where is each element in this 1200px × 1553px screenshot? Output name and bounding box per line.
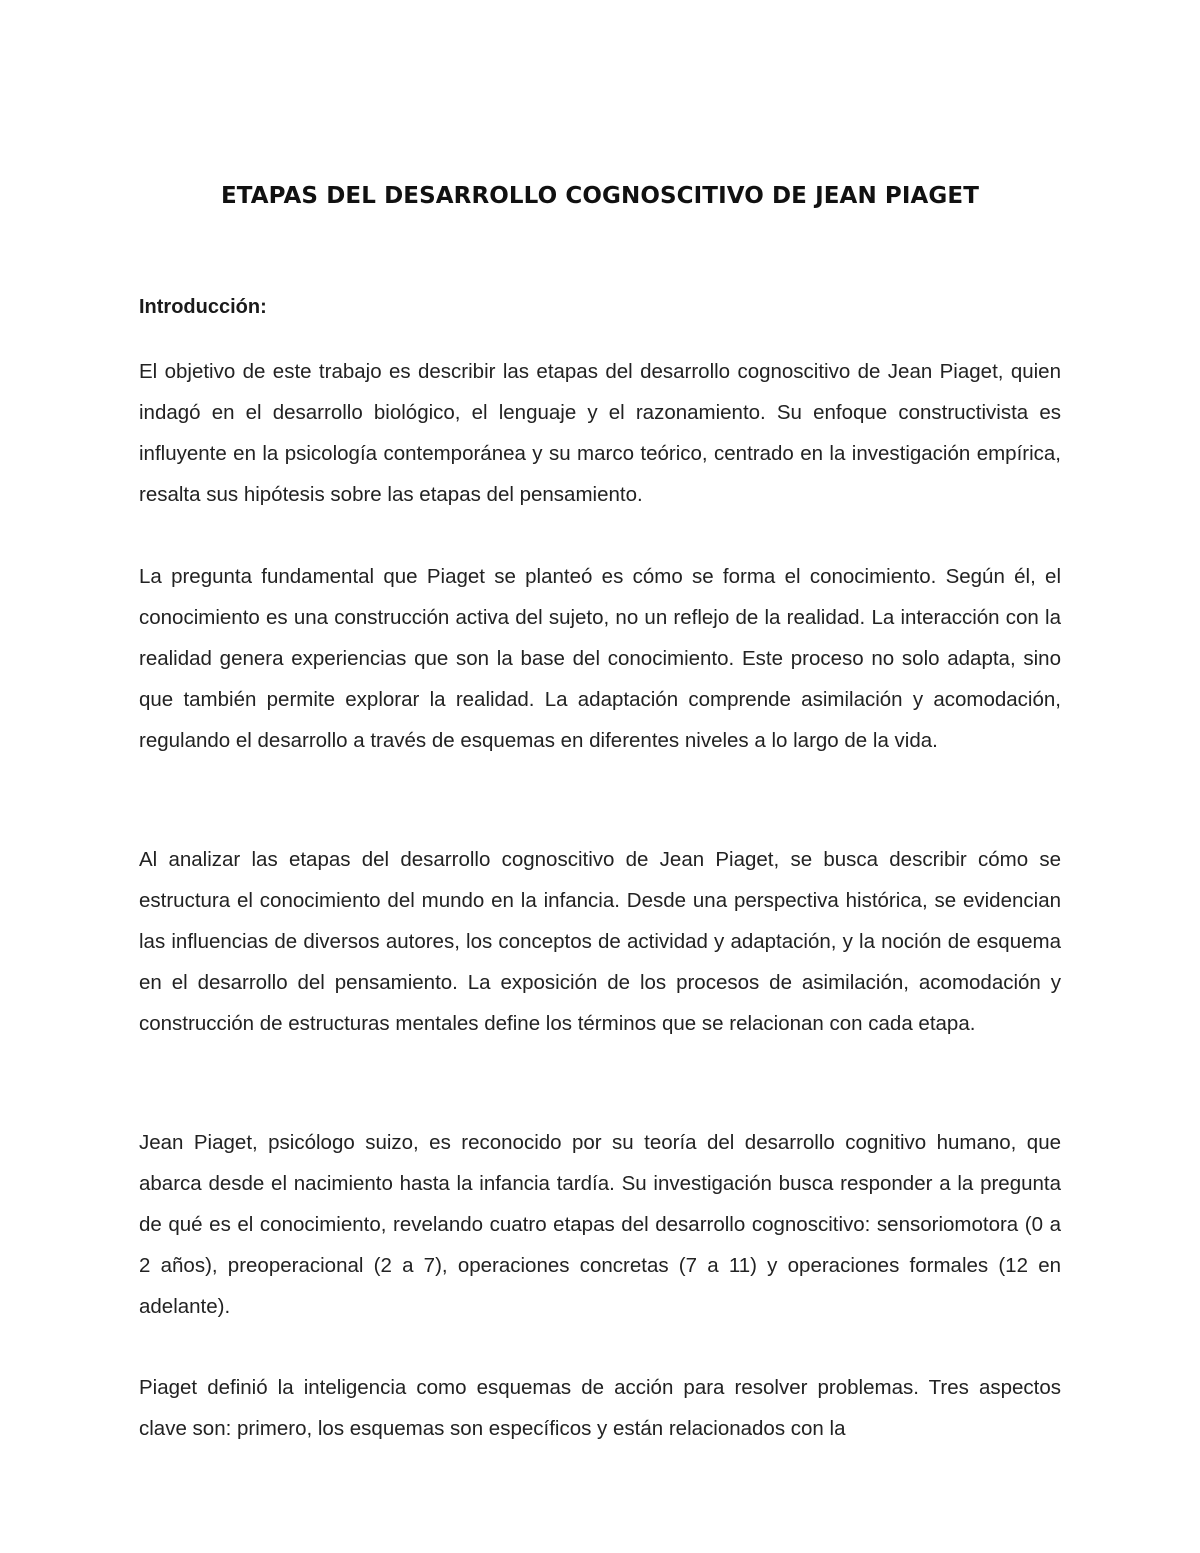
section-heading: Introducción: <box>139 296 267 318</box>
document-title: ETAPAS DEL DESARROLLO COGNOSCITIVO DE JEAN PIAGET <box>220 183 980 209</box>
paragraph-analysis: Al analizar las etapas del desarrollo cognoscitivo de Jean Piaget, se busca describir cómo se estructura el conocimiento del mundo en la infancia. Desde una perspectiva histórica, se evidencian las influencias de diversos autores, los conceptos de actividad y adaptación, y la noción de esquema en el desarrollo del pensamiento. La exposición de los procesos de asimilación, acomodación y construcción de estructuras mentales define los términos que se relacionan con cada etapa. <box>139 848 1061 1035</box>
paragraph-fundamental-question: La pregunta fundamental que Piaget se planteó es cómo se forma el conocimiento. Según él, el conocimiento es una construcción activa del sujeto, no un reflejo de la realidad. La interacción con la realidad genera experiencias que son la base del conocimiento. Este proceso no solo adapta, sino que también permite explorar la realidad. La adaptación comprende asimilación y acomodación, regulando el desarrollo a través de esquemas en diferentes niveles a lo largo de la vida. <box>139 565 1061 752</box>
paragraph-intelligence: Piaget definió la inteligencia como esquemas de acción para resolver problemas. Tres aspectos clave son: primero, los esquemas son específicos y están relacionados con la <box>139 1376 1061 1440</box>
paragraph-piaget-bio: Jean Piaget, psicólogo suizo, es reconocido por su teoría del desarrollo cognitivo humano, que abarca desde el nacimiento hasta la infancia tardía. Su investigación busca responder a la pregunta de qué es el conocimiento, revelando cuatro etapas del desarrollo cognoscitivo: sensoriomotora (0 a 2 años), preoperacional (2 a 7), operaciones concretas (7 a 11) y operaciones formales (12 en adelante). <box>139 1131 1061 1318</box>
paragraph-objective: El objetivo de este trabajo es describir las etapas del desarrollo cognoscitivo de Jean Piaget, quien indagó en el desarrollo biológico, el lenguaje y el razonamiento. Su enfoque constructivista es influyente en la psicología contemporánea y su marco teórico, centrado en la investigación empírica, resalta sus hipótesis sobre las etapas del pensamiento. <box>139 360 1061 506</box>
